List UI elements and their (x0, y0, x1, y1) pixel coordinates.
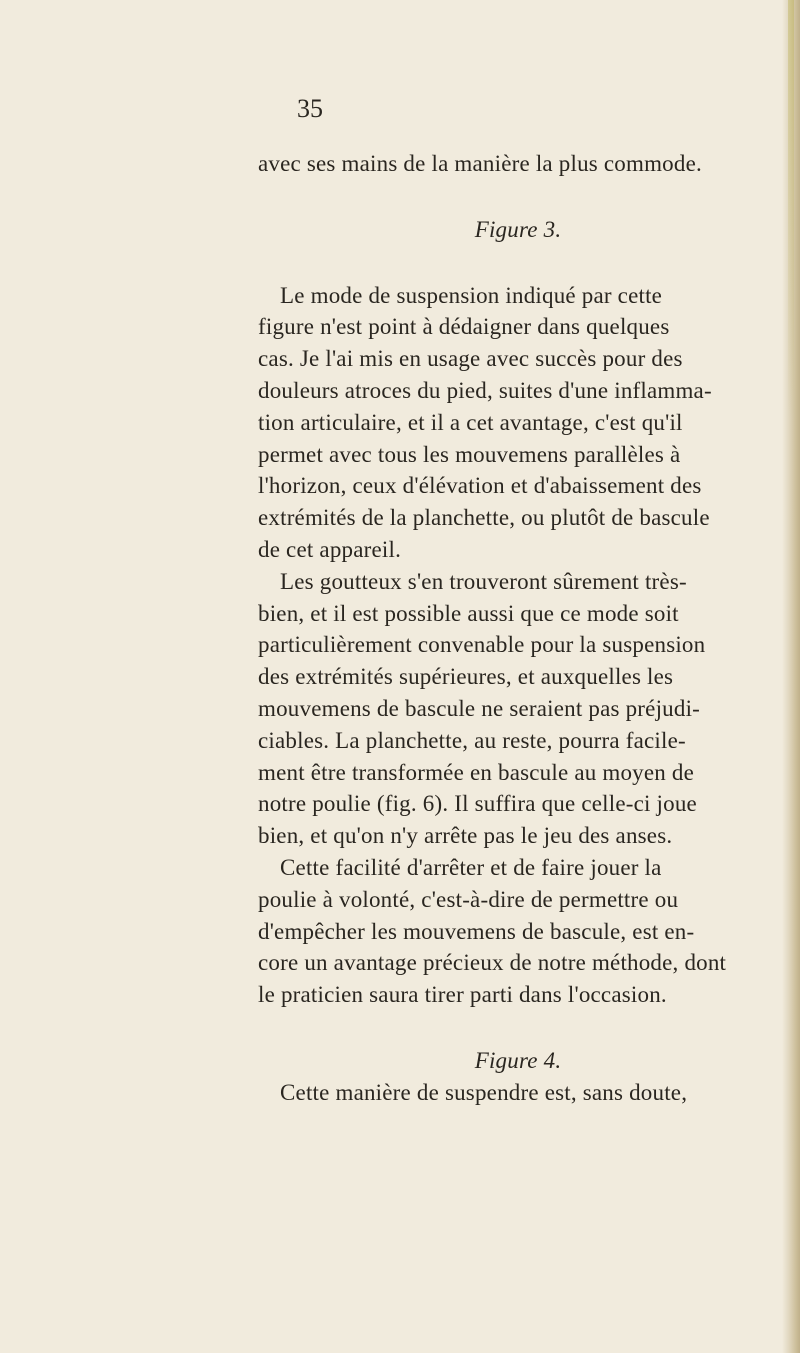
paragraph-line: core un avantage précieux de notre méthode, dont (258, 950, 727, 976)
paragraph-line: poulie à volonté, c'est-à-dire de permettre ou (258, 886, 679, 912)
paragraph-line: Le mode de suspension indiqué par cette (280, 282, 663, 308)
paragraph-line: figure n'est point à dédaigner dans quelques (258, 314, 670, 340)
spacer (258, 180, 778, 214)
page-edge-tint (788, 0, 794, 420)
spacer (258, 246, 778, 280)
figure-3-heading: Figure 3. (474, 216, 562, 242)
paragraph-line: permet avec tous les mouvemens parallèles à (258, 441, 681, 467)
paragraph-line: notre poulie (fig. 6). Il suffira que celle-ci joue (258, 791, 697, 817)
paragraph-line: Cette facilité d'arrêter et de faire jouer la (280, 854, 662, 880)
paragraph-line: bien, et il est possible aussi que ce mode soit (258, 600, 679, 626)
paragraph-line: le praticien saura tirer parti dans l'occasion. (258, 982, 667, 1008)
paragraph-line: ciables. La planchette, au reste, pourra facile- (258, 727, 686, 753)
figure-4-heading: Figure 4. (474, 1047, 562, 1073)
paragraph-line: des extrémités supérieures, et auxquelles les (258, 664, 674, 690)
paragraph-line: extrémités de la planchette, ou plutôt de bascule (258, 505, 710, 531)
paragraph-line: Cette manière de suspendre est, sans doute, (280, 1079, 688, 1105)
paragraph-line: tion articulaire, et il a cet avantage, c'est qu'il (258, 409, 683, 435)
text-line: avec ses mains de la manière la plus commode. (258, 151, 702, 176)
paragraph-line: d'empêcher les mouvemens de bascule, est en- (258, 918, 695, 944)
paragraph-line: cas. Je l'ai mis en usage avec succès pour des (258, 346, 683, 372)
paragraph-line: douleurs atroces du pied, suites d'une inflamma- (258, 377, 712, 403)
paragraph-line: bien, et qu'on n'y arrête pas le jeu des anses. (258, 823, 673, 849)
paragraph-line: mouvemens de bascule ne seraient pas préjudi- (258, 695, 701, 721)
page-number: 35 (297, 94, 323, 123)
paragraph-line: l'horizon, ceux d'élévation et d'abaissement des (258, 473, 702, 499)
spacer (258, 1011, 778, 1045)
paragraph-line: Les goutteux s'en trouveront sûrement très- (280, 568, 687, 594)
paragraph-line: de cet appareil. (258, 536, 402, 562)
paragraph-line: particulièrement convenable pour la suspension (258, 632, 706, 658)
paragraph-line: ment être transformée en bascule au moyen de (258, 759, 695, 785)
body-text (258, 148, 778, 1109)
